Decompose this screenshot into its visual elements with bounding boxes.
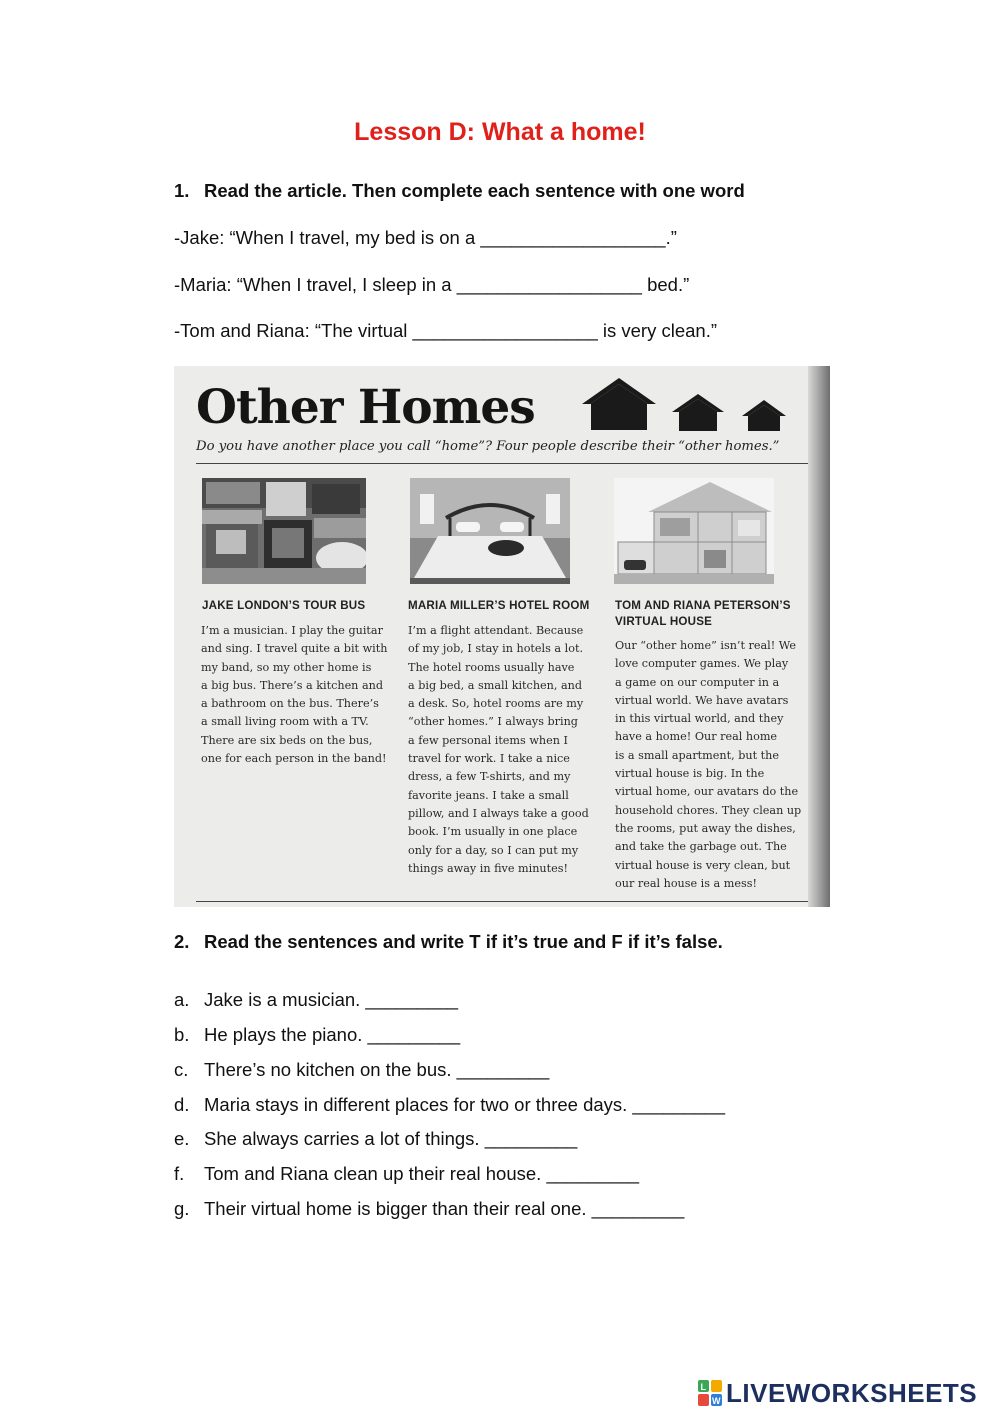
text-line: and sing. I travel quite a bit with <box>201 642 388 656</box>
mark-letter: L <box>700 1382 707 1392</box>
item-letter: f. <box>174 1163 185 1184</box>
tf-item-f[interactable] <box>174 1163 639 1185</box>
text-line: things away in five minutes! <box>408 861 568 875</box>
top-rule <box>196 463 808 464</box>
text-line: a game on our computer in a <box>615 675 780 689</box>
tf-item-d[interactable] <box>174 1094 725 1116</box>
text-line: virtual house is big. In the <box>615 767 765 781</box>
maria-heading: MARIA MILLER’S HOTEL ROOM <box>408 599 590 612</box>
tf-item-b[interactable] <box>174 1024 460 1046</box>
text-line: pillow, and I always take a good <box>408 806 589 820</box>
text-line: I’m a flight attendant. Because <box>408 624 584 637</box>
tf-item-g[interactable] <box>174 1198 684 1220</box>
text-line: virtual house is very clean, but <box>615 858 791 872</box>
question-text: Read the sentences and write T if it’s true and F if it’s false. <box>204 931 723 952</box>
text-line: a big bus. There’s a kitchen and <box>201 678 383 692</box>
question-number: 2. <box>174 931 190 952</box>
article-scan <box>174 366 830 907</box>
fill-sentence-2[interactable]: -Maria: “When I travel, I sleep in a __________________ bed.” <box>174 274 690 295</box>
item-letter: g. <box>174 1198 190 1219</box>
text-line: virtual home, our avatars do the <box>615 785 799 799</box>
text-line: a desk. So, hotel rooms are my <box>408 697 584 711</box>
item-text: He plays the piano. _________ <box>204 1024 461 1045</box>
item-letter: c. <box>174 1059 189 1080</box>
item-text: Tom and Riana clean up their real house. _________ <box>204 1163 640 1184</box>
text-line: book. I’m usually in one place <box>408 825 578 839</box>
jake-text <box>201 622 387 768</box>
tom-riana-heading <box>615 598 791 630</box>
text-line: have a home! Our real home <box>615 730 778 744</box>
worksheet-title: Lesson D: What a home! <box>354 118 646 146</box>
question-2-instruction <box>174 931 723 953</box>
houses-icon <box>582 374 792 432</box>
mark-letter: W <box>712 1396 721 1406</box>
text-line: favorite jeans. I take a small <box>408 788 569 802</box>
text-line: love computer games. We play <box>615 657 789 671</box>
item-letter: a. <box>174 989 190 1010</box>
text-line: There are six beds on the bus, <box>201 733 373 747</box>
text-line: Our “other home” isn’t real! We <box>615 639 797 652</box>
item-text: She always carries a lot of things. _________ <box>204 1128 578 1149</box>
text-line: is a small apartment, but the <box>615 748 779 762</box>
question-text: Read the article. Then complete each sentence with one word <box>204 180 745 201</box>
hotel-room-photo <box>410 478 570 584</box>
virtual-house-photo <box>614 478 774 584</box>
text-line: travel for work. I take a nice <box>408 752 570 766</box>
article-title: Other Homes <box>196 380 535 435</box>
text-line: only for a day, so I can put my <box>408 843 579 857</box>
text-line: I’m a musician. I play the guitar <box>201 624 383 637</box>
fill-sentence-3[interactable]: -Tom and Riana: “The virtual __________________ is very clean.” <box>174 320 717 341</box>
question-1-instruction <box>174 180 745 202</box>
text-line: household chores. They clean up <box>615 803 802 817</box>
page-spine-shadow <box>808 366 830 907</box>
bottom-rule <box>196 901 808 902</box>
maria-text <box>408 622 589 878</box>
text-line: our real house is a mess! <box>615 876 757 890</box>
text-line: dress, a few T-shirts, and my <box>408 770 571 784</box>
text-line: of my job, I stay in hotels a lot. <box>408 642 584 656</box>
jake-heading: JAKE LONDON’S TOUR BUS <box>202 599 366 612</box>
question-number: 1. <box>174 180 190 201</box>
item-text: There’s no kitchen on the bus. _________ <box>204 1059 550 1080</box>
tf-item-a[interactable] <box>174 989 458 1011</box>
item-text: Their virtual home is bigger than their real one. _________ <box>204 1198 685 1219</box>
tom-riana-text <box>615 637 801 893</box>
item-text: Jake is a musician. _________ <box>204 989 459 1010</box>
logo-text: LIVEWORKSHEETS <box>726 1378 978 1408</box>
tf-item-e[interactable] <box>174 1128 577 1150</box>
item-letter: e. <box>174 1128 190 1149</box>
text-line: in this virtual world, and they <box>615 712 784 726</box>
heading-line: TOM AND RIANA PETERSON’S <box>615 599 791 612</box>
text-line: a small living room with a TV. <box>201 715 369 729</box>
fill-sentence-1[interactable]: -Jake: “When I travel, my bed is on a __________________.” <box>174 227 677 248</box>
text-line: a few personal items when I <box>408 733 568 747</box>
heading-line: VIRTUAL HOUSE <box>615 615 713 628</box>
text-line: a big bed, a small kitchen, and <box>408 678 582 692</box>
article-subtitle: Do you have another place you call “home”? Four people describe their “other homes.” <box>196 439 780 454</box>
tour-bus-photo <box>202 478 366 584</box>
text-line: a bathroom on the bus. There’s <box>201 697 379 711</box>
text-line: one for each person in the band! <box>201 752 387 766</box>
text-line: virtual world. We have avatars <box>615 693 789 707</box>
liveworksheets-mark-icon <box>698 1380 722 1406</box>
text-line: The hotel rooms usually have <box>408 660 575 674</box>
text-line: “other homes.” I always bring <box>408 715 578 729</box>
text-line: the rooms, put away the dishes, <box>615 821 796 835</box>
item-letter: b. <box>174 1024 190 1045</box>
text-line: and take the garbage out. The <box>615 840 787 854</box>
tf-item-c[interactable] <box>174 1059 549 1081</box>
item-text: Maria stays in different places for two or three days. _________ <box>204 1094 726 1115</box>
item-letter: d. <box>174 1094 190 1115</box>
liveworksheets-logo <box>698 1378 977 1410</box>
text-line: my band, so my other home is <box>201 660 372 674</box>
